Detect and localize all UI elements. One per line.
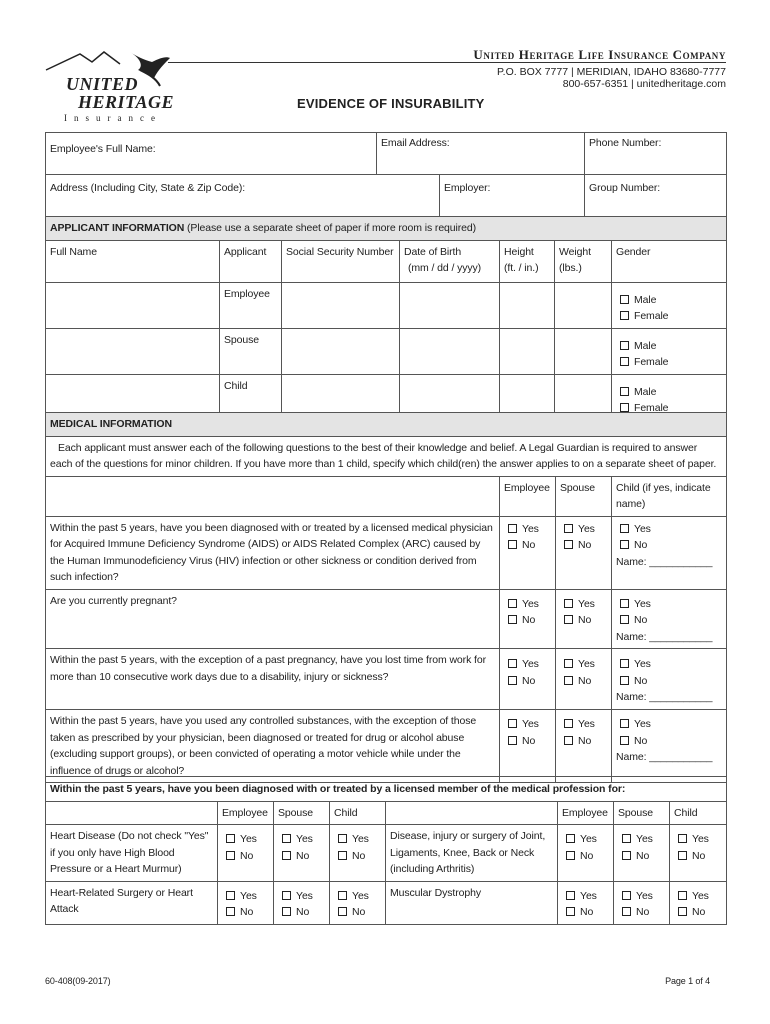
- spouse-yes-checkbox[interactable]: Yes: [278, 831, 325, 848]
- form-number: 60-408(09-2017): [45, 976, 111, 986]
- col-applicant: Applicant: [220, 240, 282, 282]
- employee-yes-checkbox[interactable]: Yes: [504, 521, 551, 538]
- child-no-checkbox[interactable]: No: [616, 673, 722, 690]
- col-child: Child (if yes, indicate name): [612, 476, 727, 516]
- checkbox-icon: [678, 891, 687, 900]
- col-employee: Employee: [218, 801, 274, 825]
- medical-question: Within the past 5 years, have you used any controlled substances, with the exception of those taken as prescribed by your physician, been diagnosed or treated for drug or alcohol abuse (excluding support groups), or been convicted of operating a motor vehicle while under the influence of drugs or alcohol?: [46, 710, 500, 783]
- checkbox-icon: [564, 719, 573, 728]
- spouse-male-checkbox[interactable]: Male: [616, 338, 722, 355]
- checkbox-icon: [564, 524, 573, 533]
- checkbox-icon: [622, 907, 631, 916]
- checkbox-icon: [508, 540, 517, 549]
- checkbox-icon: [226, 891, 235, 900]
- employee-yes-checkbox[interactable]: Yes: [562, 831, 609, 848]
- spouse-name-field[interactable]: [46, 328, 220, 374]
- medical-question-row: [46, 589, 727, 649]
- col-employee: Employee: [500, 476, 556, 516]
- child-no-checkbox[interactable]: No: [334, 848, 381, 865]
- checkbox-icon: [508, 736, 517, 745]
- child-no-checkbox[interactable]: No: [674, 904, 722, 921]
- child-yes-checkbox[interactable]: Yes: [616, 716, 722, 733]
- child-no-checkbox[interactable]: No: [334, 904, 381, 921]
- employer-field[interactable]: Employer:: [440, 175, 585, 217]
- employee-full-name-field[interactable]: Employee's Full Name:: [46, 133, 377, 175]
- col-gender: Gender: [612, 240, 727, 282]
- checkbox-icon: [508, 615, 517, 624]
- spouse-no-checkbox[interactable]: No: [560, 537, 607, 554]
- checkbox-icon: [566, 891, 575, 900]
- checkbox-icon: [282, 851, 291, 860]
- logo-word-insurance: Insurance: [64, 113, 162, 123]
- checkbox-icon: [338, 891, 347, 900]
- child-yes-checkbox[interactable]: Yes: [616, 596, 722, 613]
- spouse-yes-checkbox[interactable]: Yes: [618, 888, 665, 905]
- col-spouse: Spouse: [614, 801, 670, 825]
- checkbox-icon: [508, 676, 517, 685]
- checkbox-icon: [282, 907, 291, 916]
- checkbox-icon: [282, 891, 291, 900]
- company-logo: [40, 48, 180, 128]
- employee-dob-field[interactable]: [400, 282, 500, 328]
- employee-no-checkbox[interactable]: No: [504, 733, 551, 750]
- spouse-no-checkbox[interactable]: No: [560, 673, 607, 690]
- col-height: Height (ft. / in.): [500, 240, 555, 282]
- applicant-type-label: Child: [220, 374, 282, 420]
- spouse-yes-checkbox[interactable]: Yes: [560, 656, 607, 673]
- col-ssn: Social Security Number: [282, 240, 400, 282]
- employee-yes-checkbox[interactable]: Yes: [222, 888, 269, 905]
- employee-no-checkbox[interactable]: No: [222, 848, 269, 865]
- conditions-heading: Within the past 5 years, have you been diagnosed with or treated by a licensed member of the medical profession for:: [46, 777, 727, 802]
- child-no-checkbox[interactable]: No: [674, 848, 722, 865]
- header-rule: [168, 62, 726, 63]
- employee-no-checkbox[interactable]: No: [562, 904, 609, 921]
- checkbox-icon: [620, 524, 629, 533]
- employee-no-checkbox[interactable]: No: [222, 904, 269, 921]
- employee-no-checkbox[interactable]: No: [504, 537, 551, 554]
- applicant-section-heading: APPLICANT INFORMATION (Please use a separate sheet of paper if more room is required): [46, 217, 727, 241]
- spouse-yes-checkbox[interactable]: Yes: [560, 596, 607, 613]
- checkbox-icon: [338, 851, 347, 860]
- child-name-field[interactable]: Name: ___________: [616, 630, 713, 643]
- email-field[interactable]: Email Address:: [377, 133, 585, 175]
- employee-info-table: [45, 132, 727, 217]
- child-yes-checkbox[interactable]: Yes: [334, 831, 381, 848]
- employee-yes-checkbox[interactable]: Yes: [222, 831, 269, 848]
- checkbox-icon: [622, 891, 631, 900]
- employee-no-checkbox[interactable]: No: [504, 673, 551, 690]
- checkbox-icon: [620, 357, 629, 366]
- child-yes-checkbox[interactable]: Yes: [616, 521, 722, 538]
- condition-row: [46, 881, 727, 924]
- spouse-female-checkbox[interactable]: Female: [616, 354, 722, 371]
- employee-height-field[interactable]: [500, 282, 555, 328]
- checkbox-icon: [226, 851, 235, 860]
- spouse-no-checkbox[interactable]: No: [560, 612, 607, 629]
- applicant-row-spouse: [46, 328, 727, 374]
- child-no-checkbox[interactable]: No: [616, 537, 722, 554]
- medical-question: Are you currently pregnant?: [46, 589, 500, 649]
- condition-heart-surgery: Heart-Related Surgery or Heart Attack: [46, 881, 218, 924]
- col-employee: Employee: [558, 801, 614, 825]
- checkbox-icon: [620, 403, 629, 412]
- condition-row: [46, 825, 727, 882]
- col-weight: Weight (lbs.): [555, 240, 612, 282]
- company-contact: 800-657-6351 | unitedheritage.com: [562, 78, 726, 90]
- checkbox-icon: [566, 851, 575, 860]
- applicant-type-label: Spouse: [220, 328, 282, 374]
- spouse-yes-checkbox[interactable]: Yes: [560, 521, 607, 538]
- child-name-field[interactable]: Name: ___________: [616, 555, 713, 568]
- condition-joint-disease: Disease, injury or surgery of Joint, Ligaments, Knee, Back or Neck (including Arthritis): [386, 825, 558, 882]
- child-yes-checkbox[interactable]: Yes: [616, 656, 722, 673]
- employee-ssn-field[interactable]: [282, 282, 400, 328]
- logo-word-united: UNITED: [66, 74, 139, 94]
- checkbox-icon: [564, 676, 573, 685]
- employee-name-field[interactable]: [46, 282, 220, 328]
- spouse-no-checkbox[interactable]: No: [618, 904, 665, 921]
- medical-question-row: [46, 710, 727, 783]
- applicant-table: [45, 216, 727, 421]
- checkbox-icon: [620, 295, 629, 304]
- checkbox-icon: [508, 719, 517, 728]
- spouse-no-checkbox[interactable]: No: [618, 848, 665, 865]
- checkbox-icon: [566, 834, 575, 843]
- form-title: EVIDENCE OF INSURABILITY: [297, 96, 485, 111]
- page-number: Page 1 of 4: [665, 976, 710, 986]
- spouse-weight-field[interactable]: [555, 328, 612, 374]
- checkbox-icon: [508, 659, 517, 668]
- company-address: P.O. BOX 7777 | MERIDIAN, IDAHO 83680-7777: [497, 66, 726, 78]
- checkbox-icon: [678, 851, 687, 860]
- medical-question-row: [46, 516, 727, 589]
- employee-yes-checkbox[interactable]: Yes: [504, 596, 551, 613]
- checkbox-icon: [282, 834, 291, 843]
- spouse-no-checkbox[interactable]: No: [278, 904, 325, 921]
- condition-muscular-dystrophy: Muscular Dystrophy: [386, 881, 558, 924]
- checkbox-icon: [226, 834, 235, 843]
- checkbox-icon: [622, 851, 631, 860]
- medical-question-row: [46, 649, 727, 710]
- checkbox-icon: [620, 615, 629, 624]
- checkbox-icon: [620, 599, 629, 608]
- medical-intro: Each applicant must answer each of the following questions to the best of their knowledge and belief. A Legal Guardian is required to answer each of the questions for minor children. If you have more than 1 child, specify which child(ren) the answer applies to on a separate sheet of paper.: [46, 436, 727, 476]
- spouse-yes-checkbox[interactable]: Yes: [618, 831, 665, 848]
- checkbox-icon: [620, 540, 629, 549]
- employee-no-checkbox[interactable]: No: [504, 612, 551, 629]
- employee-weight-field[interactable]: [555, 282, 612, 328]
- checkbox-icon: [338, 907, 347, 916]
- checkbox-icon: [620, 736, 629, 745]
- applicant-row-employee: [46, 282, 727, 328]
- child-male-checkbox[interactable]: Male: [616, 384, 722, 401]
- checkbox-icon: [564, 599, 573, 608]
- checkbox-icon: [566, 907, 575, 916]
- child-yes-checkbox[interactable]: Yes: [334, 888, 381, 905]
- employee-no-checkbox[interactable]: No: [562, 848, 609, 865]
- child-no-checkbox[interactable]: No: [616, 612, 722, 629]
- child-name-field[interactable]: Name: ___________: [616, 751, 713, 763]
- conditions-table: [45, 776, 727, 925]
- checkbox-icon: [622, 834, 631, 843]
- checkbox-icon: [620, 659, 629, 668]
- spouse-dob-field[interactable]: [400, 328, 500, 374]
- medical-table: [45, 412, 727, 783]
- medical-question: Within the past 5 years, with the exception of a past pregnancy, have you lost time from work for more than 10 consecutive work days due to a disability, injury or sickness?: [46, 649, 500, 710]
- checkbox-icon: [678, 834, 687, 843]
- employee-yes-checkbox[interactable]: Yes: [504, 656, 551, 673]
- employee-yes-checkbox[interactable]: Yes: [504, 716, 551, 733]
- checkbox-icon: [508, 599, 517, 608]
- col-spouse: Spouse: [274, 801, 330, 825]
- col-spouse: Spouse: [556, 476, 612, 516]
- checkbox-icon: [226, 907, 235, 916]
- checkbox-icon: [620, 341, 629, 350]
- employee-yes-checkbox[interactable]: Yes: [562, 888, 609, 905]
- medical-question: Within the past 5 years, have you been diagnosed with or treated by a licensed medical physician for Acquired Immune Deficiency Syndrome (AIDS) or AIDS Related Complex (ARC) caused by the Human Immunodeficiency Virus (HIV) infection or other sickness or condition derived from such infection?: [46, 516, 500, 589]
- checkbox-icon: [508, 524, 517, 533]
- checkbox-icon: [564, 540, 573, 549]
- spouse-height-field[interactable]: [500, 328, 555, 374]
- condition-heart-disease: Heart Disease (Do not check "Yes" if you only have High Blood Pressure or a Heart Murmur): [46, 825, 218, 882]
- address-field[interactable]: Address (Including City, State & Zip Code):: [46, 175, 440, 217]
- checkbox-icon: [564, 659, 573, 668]
- spouse-yes-checkbox[interactable]: Yes: [278, 888, 325, 905]
- col-child: Child: [330, 801, 386, 825]
- employee-male-checkbox[interactable]: Male: [616, 292, 722, 309]
- child-no-checkbox[interactable]: No: [616, 733, 722, 750]
- spouse-yes-checkbox[interactable]: Yes: [560, 716, 607, 733]
- spouse-ssn-field[interactable]: [282, 328, 400, 374]
- phone-field[interactable]: Phone Number:: [585, 133, 727, 175]
- child-female-checkbox[interactable]: Female: [616, 400, 722, 417]
- checkbox-icon: [620, 676, 629, 685]
- col-child: Child: [670, 801, 727, 825]
- spouse-no-checkbox[interactable]: No: [278, 848, 325, 865]
- employee-female-checkbox[interactable]: Female: [616, 308, 722, 325]
- medical-section-heading: MEDICAL INFORMATION: [46, 413, 727, 437]
- checkbox-icon: [620, 719, 629, 728]
- checkbox-icon: [564, 736, 573, 745]
- col-dob: Date of Birth (mm / dd / yyyy): [400, 240, 500, 282]
- applicant-type-label: Employee: [220, 282, 282, 328]
- child-name-field[interactable]: Name: ___________: [616, 691, 713, 703]
- col-full-name: Full Name: [46, 240, 220, 282]
- checkbox-icon: [564, 615, 573, 624]
- checkbox-icon: [620, 387, 629, 396]
- checkbox-icon: [620, 311, 629, 320]
- child-yes-checkbox[interactable]: Yes: [674, 831, 722, 848]
- child-yes-checkbox[interactable]: Yes: [674, 888, 722, 905]
- logo-word-heritage: HERITAGE: [78, 92, 175, 112]
- group-number-field[interactable]: Group Number:: [585, 175, 727, 217]
- company-name: United Heritage Life Insurance Company: [473, 47, 726, 62]
- checkbox-icon: [338, 834, 347, 843]
- spouse-no-checkbox[interactable]: No: [560, 733, 607, 750]
- checkbox-icon: [678, 907, 687, 916]
